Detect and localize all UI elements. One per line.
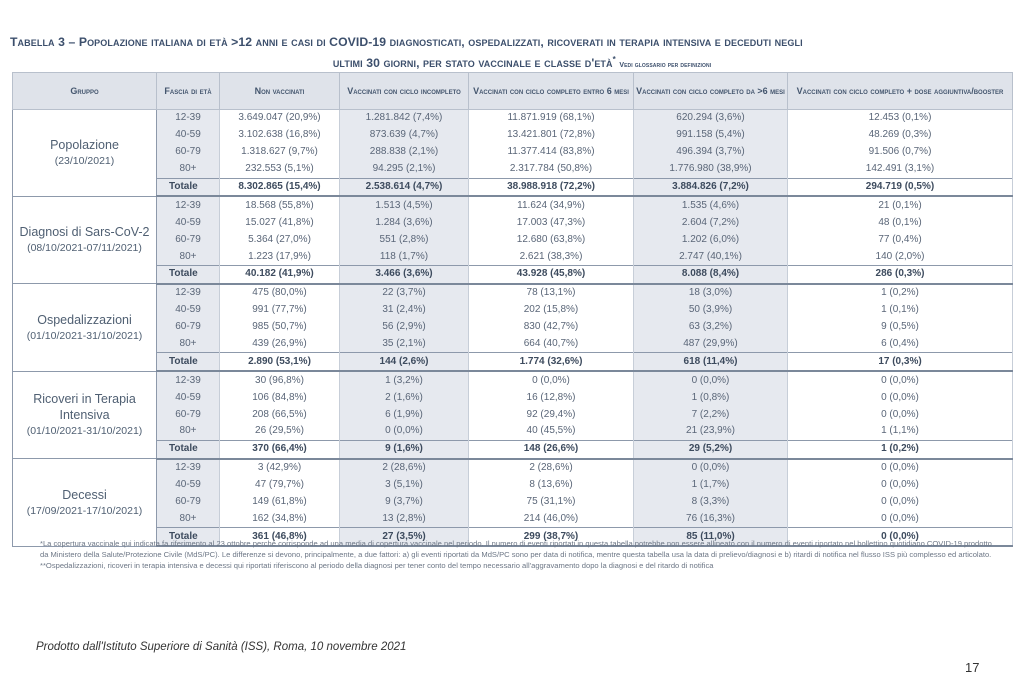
cell-entro-6-mesi: 11.377.414 (83,8%) bbox=[469, 144, 634, 161]
total-non-vaccinati: 370 (66,4%) bbox=[220, 440, 340, 458]
cell-non-vaccinati: 3 (42,9%) bbox=[220, 459, 340, 477]
table-row bbox=[13, 319, 1013, 336]
title-line-2 bbox=[10, 51, 1014, 74]
header-row bbox=[13, 73, 1013, 110]
age-band-cell: 80+ bbox=[157, 510, 220, 527]
cell-booster: 0 (0,0%) bbox=[788, 406, 1013, 423]
cell-booster: 77 (0,4%) bbox=[788, 231, 1013, 248]
cell-entro-6-mesi: 75 (31,1%) bbox=[469, 494, 634, 511]
total-oltre-6-mesi: 3.884.826 (7,2%) bbox=[634, 178, 788, 196]
cell-incompleto: 0 (0,0%) bbox=[340, 423, 469, 440]
total-entro-6-mesi: 1.774 (32,6%) bbox=[469, 353, 634, 371]
cell-incompleto: 13 (2,8%) bbox=[340, 510, 469, 527]
age-band-cell: 80+ bbox=[157, 336, 220, 353]
cell-booster: 48.269 (0,3%) bbox=[788, 127, 1013, 144]
table-row bbox=[13, 459, 1013, 477]
total-incompleto: 3.466 (3,6%) bbox=[340, 266, 469, 284]
total-non-vaccinati: 40.182 (41,9%) bbox=[220, 266, 340, 284]
total-incompleto: 9 (1,6%) bbox=[340, 440, 469, 458]
total-oltre-6-mesi: 85 (11,0%) bbox=[634, 528, 788, 546]
age-band-cell: 12-39 bbox=[157, 459, 220, 477]
cell-oltre-6-mesi: 1.776.980 (38,9%) bbox=[634, 161, 788, 178]
cell-incompleto: 551 (2,8%) bbox=[340, 231, 469, 248]
footnotes bbox=[40, 538, 1000, 571]
cell-booster: 142.491 (3,1%) bbox=[788, 161, 1013, 178]
age-band-cell: 60-79 bbox=[157, 406, 220, 423]
cell-incompleto: 2 (1,6%) bbox=[340, 389, 469, 406]
cell-non-vaccinati: 149 (61,8%) bbox=[220, 494, 340, 511]
cell-incompleto: 3 (5,1%) bbox=[340, 477, 469, 494]
cell-entro-6-mesi: 11.624 (34,9%) bbox=[469, 196, 634, 214]
title-asterisk: * bbox=[612, 55, 616, 64]
total-row bbox=[13, 178, 1013, 196]
cell-oltre-6-mesi: 1 (1,7%) bbox=[634, 477, 788, 494]
cell-oltre-6-mesi: 1.535 (4,6%) bbox=[634, 196, 788, 214]
footnote-2: **Ospedalizzazioni, ricoveri in terapia intensiva e decessi qui riportati riferiscono al periodo della diagnosi per tener conto del tempo necessario all'aggravamento dopo la diagnosi e del ritardo di notifica bbox=[40, 561, 714, 570]
table-row bbox=[13, 336, 1013, 353]
cell-entro-6-mesi: 2 (28,6%) bbox=[469, 459, 634, 477]
credit-line: Prodotto dall'Istituto Superiore di Sanità (ISS), Roma, 10 novembre 2021 bbox=[36, 641, 407, 653]
age-band-cell: 40-59 bbox=[157, 389, 220, 406]
table-row bbox=[13, 284, 1013, 302]
cell-entro-6-mesi: 2.621 (38,3%) bbox=[469, 248, 634, 265]
table-row bbox=[13, 196, 1013, 214]
total-entro-6-mesi: 148 (26,6%) bbox=[469, 440, 634, 458]
table-title bbox=[10, 34, 1014, 74]
cell-non-vaccinati: 1.318.627 (9,7%) bbox=[220, 144, 340, 161]
cell-booster: 0 (0,0%) bbox=[788, 459, 1013, 477]
cell-oltre-6-mesi: 18 (3,0%) bbox=[634, 284, 788, 302]
total-label: Totale bbox=[157, 440, 220, 458]
cell-entro-6-mesi: 12.680 (63,8%) bbox=[469, 231, 634, 248]
cell-booster: 48 (0,1%) bbox=[788, 214, 1013, 231]
table-row bbox=[13, 423, 1013, 440]
total-entro-6-mesi: 38.988.918 (72,2%) bbox=[469, 178, 634, 196]
cell-non-vaccinati: 985 (50,7%) bbox=[220, 319, 340, 336]
cell-incompleto: 1.281.842 (7,4%) bbox=[340, 110, 469, 127]
header-fascia-eta: Fascia di età bbox=[157, 73, 220, 110]
table-row bbox=[13, 110, 1013, 127]
cell-entro-6-mesi: 0 (0,0%) bbox=[469, 371, 634, 389]
cell-non-vaccinati: 26 (29,5%) bbox=[220, 423, 340, 440]
total-incompleto: 27 (3,5%) bbox=[340, 528, 469, 546]
age-band-cell: 40-59 bbox=[157, 214, 220, 231]
cell-non-vaccinati: 15.027 (41,8%) bbox=[220, 214, 340, 231]
header-non-vaccinati: Non vaccinati bbox=[220, 73, 340, 110]
age-band-cell: 80+ bbox=[157, 161, 220, 178]
cell-booster: 12.453 (0,1%) bbox=[788, 110, 1013, 127]
group-dates: (01/10/2021-31/10/2021) bbox=[26, 425, 143, 438]
total-incompleto: 2.538.614 (4,7%) bbox=[340, 178, 469, 196]
cell-oltre-6-mesi: 2.747 (40,1%) bbox=[634, 248, 788, 265]
cell-booster: 1 (0,2%) bbox=[788, 284, 1013, 302]
cell-entro-6-mesi: 92 (29,4%) bbox=[469, 406, 634, 423]
cell-oltre-6-mesi: 63 (3,2%) bbox=[634, 319, 788, 336]
cell-incompleto: 1 (3,2%) bbox=[340, 371, 469, 389]
cell-non-vaccinati: 106 (84,8%) bbox=[220, 389, 340, 406]
glossary-note: Vedi glossario per definizioni bbox=[619, 62, 712, 70]
total-row bbox=[13, 353, 1013, 371]
table-row bbox=[13, 302, 1013, 319]
cell-oltre-6-mesi: 1.202 (6,0%) bbox=[634, 231, 788, 248]
total-incompleto: 144 (2,6%) bbox=[340, 353, 469, 371]
cell-entro-6-mesi: 214 (46,0%) bbox=[469, 510, 634, 527]
cell-non-vaccinati: 47 (79,7%) bbox=[220, 477, 340, 494]
cell-booster: 0 (0,0%) bbox=[788, 510, 1013, 527]
cell-entro-6-mesi: 202 (15,8%) bbox=[469, 302, 634, 319]
table-row bbox=[13, 371, 1013, 389]
age-band-cell: 60-79 bbox=[157, 494, 220, 511]
age-band-cell: 12-39 bbox=[157, 371, 220, 389]
cell-incompleto: 22 (3,7%) bbox=[340, 284, 469, 302]
group-name: Decessi bbox=[62, 487, 107, 502]
table-row bbox=[13, 127, 1013, 144]
cell-incompleto: 56 (2,9%) bbox=[340, 319, 469, 336]
age-band-cell: 12-39 bbox=[157, 110, 220, 127]
cell-entro-6-mesi: 8 (13,6%) bbox=[469, 477, 634, 494]
cell-booster: 91.506 (0,7%) bbox=[788, 144, 1013, 161]
cell-oltre-6-mesi: 50 (3,9%) bbox=[634, 302, 788, 319]
group-dates: (23/10/2021) bbox=[54, 154, 115, 167]
cell-non-vaccinati: 475 (80,0%) bbox=[220, 284, 340, 302]
cell-booster: 0 (0,0%) bbox=[788, 477, 1013, 494]
table-row bbox=[13, 231, 1013, 248]
table-row bbox=[13, 214, 1013, 231]
total-label: Totale bbox=[157, 353, 220, 371]
age-band-cell: 60-79 bbox=[157, 319, 220, 336]
cell-non-vaccinati: 162 (34,8%) bbox=[220, 510, 340, 527]
total-non-vaccinati: 8.302.865 (15,4%) bbox=[220, 178, 340, 196]
age-band-cell: 80+ bbox=[157, 248, 220, 265]
cell-non-vaccinati: 439 (26,9%) bbox=[220, 336, 340, 353]
cell-booster: 6 (0,4%) bbox=[788, 336, 1013, 353]
cell-entro-6-mesi: 2.317.784 (50,8%) bbox=[469, 161, 634, 178]
age-band-cell: 40-59 bbox=[157, 477, 220, 494]
cell-booster: 140 (2,0%) bbox=[788, 248, 1013, 265]
cell-incompleto: 873.639 (4,7%) bbox=[340, 127, 469, 144]
total-row bbox=[13, 440, 1013, 458]
cell-incompleto: 9 (3,7%) bbox=[340, 494, 469, 511]
cell-entro-6-mesi: 664 (40,7%) bbox=[469, 336, 634, 353]
table-row bbox=[13, 248, 1013, 265]
cell-non-vaccinati: 5.364 (27,0%) bbox=[220, 231, 340, 248]
cell-incompleto: 94.295 (2,1%) bbox=[340, 161, 469, 178]
group-label bbox=[13, 110, 157, 197]
cell-entro-6-mesi: 17.003 (47,3%) bbox=[469, 214, 634, 231]
footnote-1: *La copertura vaccinale qui indicata fa riferimento al 23 ottobre perché corrisponde ad una media di copertura vaccinale nel periodo. Il numero di eventi riportati in questa tabella potrebbe non essere allineato con il numero di eventi riportato nel bollettino quotidiano COVID-19 prodotto da Ministero della Salute/Protezione Civile (MdS/PC). Le differenze si devono, principalmente, a due fattori: a) gli eventi riportati da MdS/PC sono per data di notifica, mentre questa tabella usa la data di prelievo/diagnosi e b) ritardi di notifica nel flusso ISS più complesso ed articolato. bbox=[40, 539, 992, 559]
cell-oltre-6-mesi: 21 (23,9%) bbox=[634, 423, 788, 440]
cell-booster: 1 (1,1%) bbox=[788, 423, 1013, 440]
group-name: Ricoveri in Terapia Intensiva bbox=[33, 392, 136, 423]
total-oltre-6-mesi: 618 (11,4%) bbox=[634, 353, 788, 371]
group-label bbox=[13, 371, 157, 458]
table-row bbox=[13, 477, 1013, 494]
cell-incompleto: 1.513 (4,5%) bbox=[340, 196, 469, 214]
total-booster: 294.719 (0,5%) bbox=[788, 178, 1013, 196]
title-line-2-text: ultimi 30 giorni, per stato vaccinale e classe d'età bbox=[332, 56, 613, 71]
group-name: Popolazione bbox=[50, 137, 119, 152]
cell-entro-6-mesi: 830 (42,7%) bbox=[469, 319, 634, 336]
cell-incompleto: 35 (2,1%) bbox=[340, 336, 469, 353]
total-entro-6-mesi: 43.928 (45,8%) bbox=[469, 266, 634, 284]
cell-entro-6-mesi: 13.421.801 (72,8%) bbox=[469, 127, 634, 144]
cell-entro-6-mesi: 16 (12,8%) bbox=[469, 389, 634, 406]
table-row bbox=[13, 494, 1013, 511]
cell-non-vaccinati: 18.568 (55,8%) bbox=[220, 196, 340, 214]
cell-incompleto: 118 (1,7%) bbox=[340, 248, 469, 265]
cell-non-vaccinati: 208 (66,5%) bbox=[220, 406, 340, 423]
cell-incompleto: 1.284 (3,6%) bbox=[340, 214, 469, 231]
cell-incompleto: 288.838 (2,1%) bbox=[340, 144, 469, 161]
table-row bbox=[13, 389, 1013, 406]
group-dates: (17/09/2021-17/10/2021) bbox=[26, 504, 143, 517]
cell-oltre-6-mesi: 487 (29,9%) bbox=[634, 336, 788, 353]
cell-entro-6-mesi: 78 (13,1%) bbox=[469, 284, 634, 302]
cell-oltre-6-mesi: 1 (0,8%) bbox=[634, 389, 788, 406]
cell-incompleto: 31 (2,4%) bbox=[340, 302, 469, 319]
total-label: Totale bbox=[157, 266, 220, 284]
cell-booster: 9 (0,5%) bbox=[788, 319, 1013, 336]
total-oltre-6-mesi: 8.088 (8,4%) bbox=[634, 266, 788, 284]
header-completo-entro-6-mesi: Vaccinati con ciclo completo entro 6 mesi bbox=[469, 73, 634, 110]
table-row bbox=[13, 510, 1013, 527]
cell-oltre-6-mesi: 8 (3,3%) bbox=[634, 494, 788, 511]
cell-booster: 0 (0,0%) bbox=[788, 494, 1013, 511]
header-ciclo-incompleto: Vaccinati con ciclo incompleto bbox=[340, 73, 469, 110]
total-booster: 17 (0,3%) bbox=[788, 353, 1013, 371]
group-label bbox=[13, 459, 157, 546]
age-band-cell: 80+ bbox=[157, 423, 220, 440]
total-non-vaccinati: 2.890 (53,1%) bbox=[220, 353, 340, 371]
total-non-vaccinati: 361 (46,8%) bbox=[220, 528, 340, 546]
cell-non-vaccinati: 3.649.047 (20,9%) bbox=[220, 110, 340, 127]
cell-non-vaccinati: 3.102.638 (16,8%) bbox=[220, 127, 340, 144]
cell-non-vaccinati: 30 (96,8%) bbox=[220, 371, 340, 389]
header-completo-oltre-6-mesi: Vaccinati con ciclo completo da >6 mesi bbox=[634, 73, 788, 110]
total-row bbox=[13, 266, 1013, 284]
cell-incompleto: 2 (28,6%) bbox=[340, 459, 469, 477]
total-booster: 1 (0,2%) bbox=[788, 440, 1013, 458]
cell-oltre-6-mesi: 76 (16,3%) bbox=[634, 510, 788, 527]
age-band-cell: 60-79 bbox=[157, 144, 220, 161]
group-label bbox=[13, 284, 157, 371]
age-band-cell: 60-79 bbox=[157, 231, 220, 248]
cell-oltre-6-mesi: 496.394 (3,7%) bbox=[634, 144, 788, 161]
group-name: Diagnosi di Sars-CoV-2 bbox=[19, 225, 150, 240]
age-band-cell: 40-59 bbox=[157, 302, 220, 319]
cell-entro-6-mesi: 40 (45,5%) bbox=[469, 423, 634, 440]
group-label bbox=[13, 196, 157, 283]
table-row bbox=[13, 406, 1013, 423]
cell-non-vaccinati: 1.223 (17,9%) bbox=[220, 248, 340, 265]
cell-booster: 0 (0,0%) bbox=[788, 371, 1013, 389]
table-row bbox=[13, 161, 1013, 178]
total-booster: 0 (0,0%) bbox=[788, 528, 1013, 546]
cell-non-vaccinati: 991 (77,7%) bbox=[220, 302, 340, 319]
cell-incompleto: 6 (1,9%) bbox=[340, 406, 469, 423]
cell-oltre-6-mesi: 620.294 (3,6%) bbox=[634, 110, 788, 127]
total-entro-6-mesi: 299 (38,7%) bbox=[469, 528, 634, 546]
cell-booster: 0 (0,0%) bbox=[788, 389, 1013, 406]
title-line-1: Tabella 3 – Popolazione italiana di età >12 anni e casi di COVID-19 diagnosticati, ospedalizzati, ricoverati in terapia intensiva e deceduti negli bbox=[10, 35, 803, 49]
cell-booster: 21 (0,1%) bbox=[788, 196, 1013, 214]
total-booster: 286 (0,3%) bbox=[788, 266, 1013, 284]
cell-oltre-6-mesi: 0 (0,0%) bbox=[634, 371, 788, 389]
total-oltre-6-mesi: 29 (5,2%) bbox=[634, 440, 788, 458]
age-band-cell: 12-39 bbox=[157, 284, 220, 302]
cell-entro-6-mesi: 11.871.919 (68,1%) bbox=[469, 110, 634, 127]
table-row bbox=[13, 144, 1013, 161]
age-band-cell: 40-59 bbox=[157, 127, 220, 144]
group-dates: (01/10/2021-31/10/2021) bbox=[26, 329, 143, 342]
header-booster: Vaccinati con ciclo completo + dose aggiuntiva/booster bbox=[788, 73, 1013, 110]
header-gruppo: Gruppo bbox=[13, 73, 157, 110]
cell-oltre-6-mesi: 7 (2,2%) bbox=[634, 406, 788, 423]
age-band-cell: 12-39 bbox=[157, 196, 220, 214]
group-dates: (08/10/2021-07/11/2021) bbox=[27, 242, 142, 255]
vaccination-status-table bbox=[12, 72, 1013, 547]
cell-non-vaccinati: 232.553 (5,1%) bbox=[220, 161, 340, 178]
group-name: Ospedalizzazioni bbox=[37, 312, 132, 327]
total-label: Totale bbox=[157, 528, 220, 546]
cell-oltre-6-mesi: 2.604 (7,2%) bbox=[634, 214, 788, 231]
cell-booster: 1 (0,1%) bbox=[788, 302, 1013, 319]
cell-oltre-6-mesi: 991.158 (5,4%) bbox=[634, 127, 788, 144]
total-label: Totale bbox=[157, 178, 220, 196]
page-number: 17 bbox=[965, 660, 980, 675]
cell-oltre-6-mesi: 0 (0,0%) bbox=[634, 459, 788, 477]
